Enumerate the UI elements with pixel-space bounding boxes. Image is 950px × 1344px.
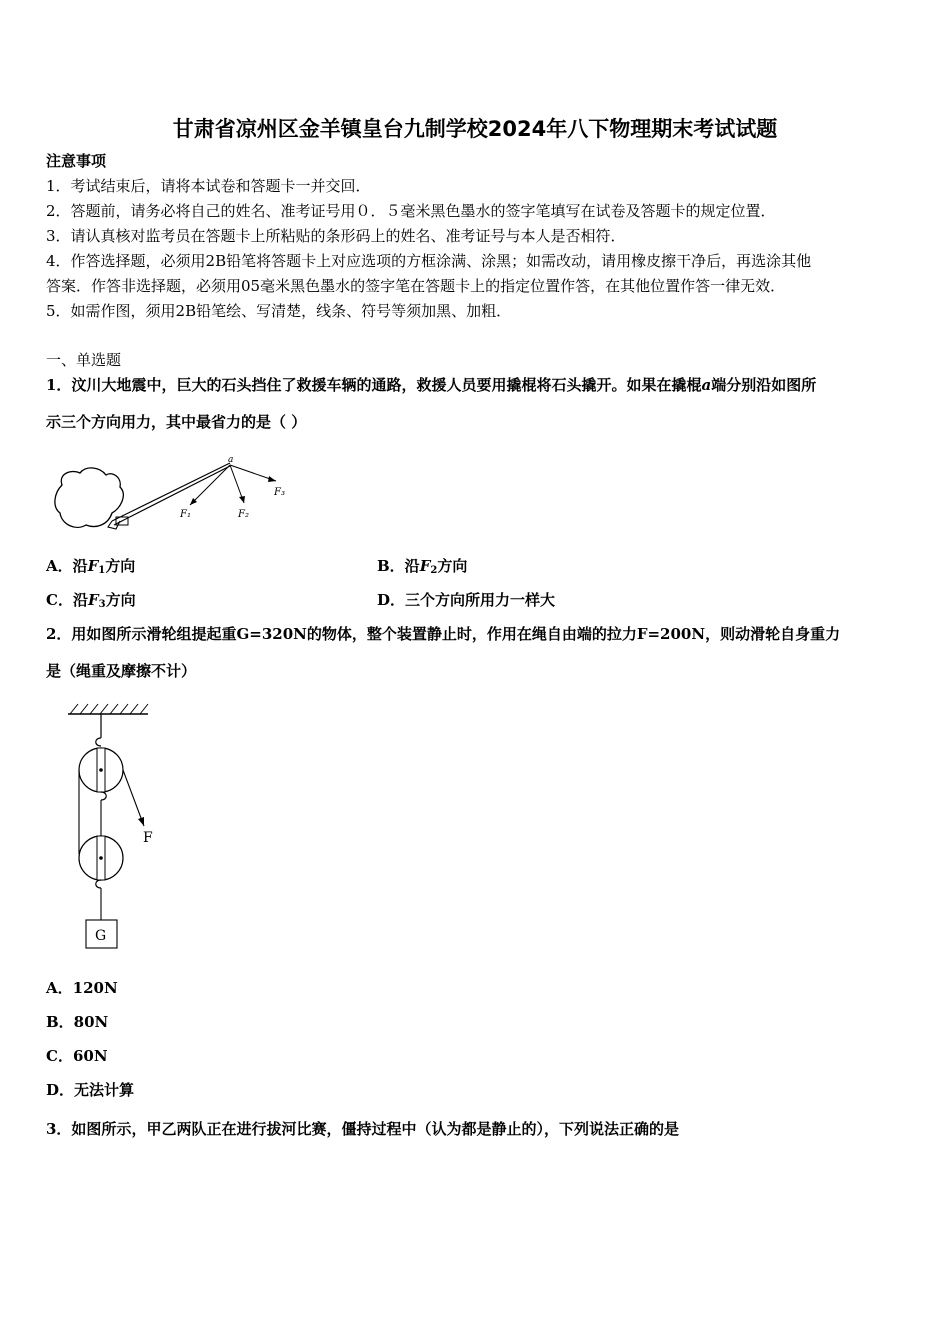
crowbar-figure xyxy=(50,455,290,540)
rock-outline xyxy=(55,468,123,527)
notice-item-4-cont: 答案．作答非选择题，必须用05毫米黑色墨水的签字笔在答题卡上的指定位置作答，在其他位置作答一律无效． xyxy=(46,277,786,295)
notice-item-1: 1．考试结束后，请将本试卷和答题卡一并交回． xyxy=(46,177,371,195)
label-f1: F₁ xyxy=(180,509,191,520)
q1-option-c[interactable]: C．沿$F_3$方向 xyxy=(46,591,136,610)
q2-option-d[interactable]: D．无法计算 xyxy=(46,1081,135,1099)
section-heading-single-choice: 一、单选题 xyxy=(46,351,122,369)
q2-option-c[interactable]: C．60N xyxy=(46,1047,108,1065)
q2-stem-line2: 是（绳重及摩擦不计） xyxy=(46,662,197,680)
notice-item-2: 2．答题前，请务必将自己的姓名、准考证号用０．５毫米黑色墨水的签字笔填写在试卷及答题卡的规定位置． xyxy=(46,202,776,220)
force-f1-arrow xyxy=(190,465,230,505)
label-a: a xyxy=(228,455,234,465)
rope-free-end xyxy=(123,770,144,826)
notice-item-4: 4．作答选择题，必须用2B铅笔将答题卡上对应选项的方框涂满、涂黑；如需改动，请用橡皮擦干净后，再选涂其他 xyxy=(46,252,812,270)
notice-item-3: 3．请认真核对监考员在答题卡上所粘贴的条形码上的姓名、准考证号与本人是否相符． xyxy=(46,227,626,245)
q1-option-d[interactable]: D．三个方向所用力一样大 xyxy=(377,591,556,609)
q1-stem-line2: 示三个方向用力，其中最省力的是（ ） xyxy=(46,413,307,431)
label-g: G xyxy=(95,928,107,944)
label-f3: F₃ xyxy=(274,487,285,498)
notice-heading: 注意事项 xyxy=(46,152,107,170)
label-f2: F₂ xyxy=(238,509,249,520)
q1-stem-line1: 1．汶川大地震中，巨大的石头挡住了救援车辆的通路，救援人员要用撬棍将石头撬开。如果在撬棍a端分别沿如图所 xyxy=(46,376,817,394)
q2-option-b[interactable]: B．80N xyxy=(46,1013,109,1031)
crowbar-bar-edge xyxy=(114,466,230,525)
label-f: F xyxy=(143,830,153,846)
q1-option-a[interactable]: A．沿$F_1$方向 xyxy=(46,557,136,576)
ceiling-hatching xyxy=(70,704,148,714)
q2-option-a[interactable]: A．120N xyxy=(46,979,118,997)
crowbar-bar xyxy=(112,463,230,521)
notice-item-5: 5．如需作图，须用2B铅笔绘、写清楚，线条、符号等须加黑、加粗． xyxy=(46,302,512,320)
pulley-figure xyxy=(60,698,170,953)
page-title: 甘肃省凉州区金羊镇皇台九制学校2024年八下物理期末考试试题 xyxy=(172,117,778,141)
q1-option-b[interactable]: B．沿$F_2$方向 xyxy=(377,557,468,576)
q2-stem-line1: 2．用如图所示滑轮组提起重G=320N的物体，整个装置静止时，作用在绳自由端的拉力F=200N，则动滑轮自身重力 xyxy=(46,625,841,643)
q3-stem-line1: 3．如图所示，甲乙两队正在进行拔河比赛，僵持过程中（认为都是静止的），下列说法正确的是 xyxy=(46,1120,679,1138)
